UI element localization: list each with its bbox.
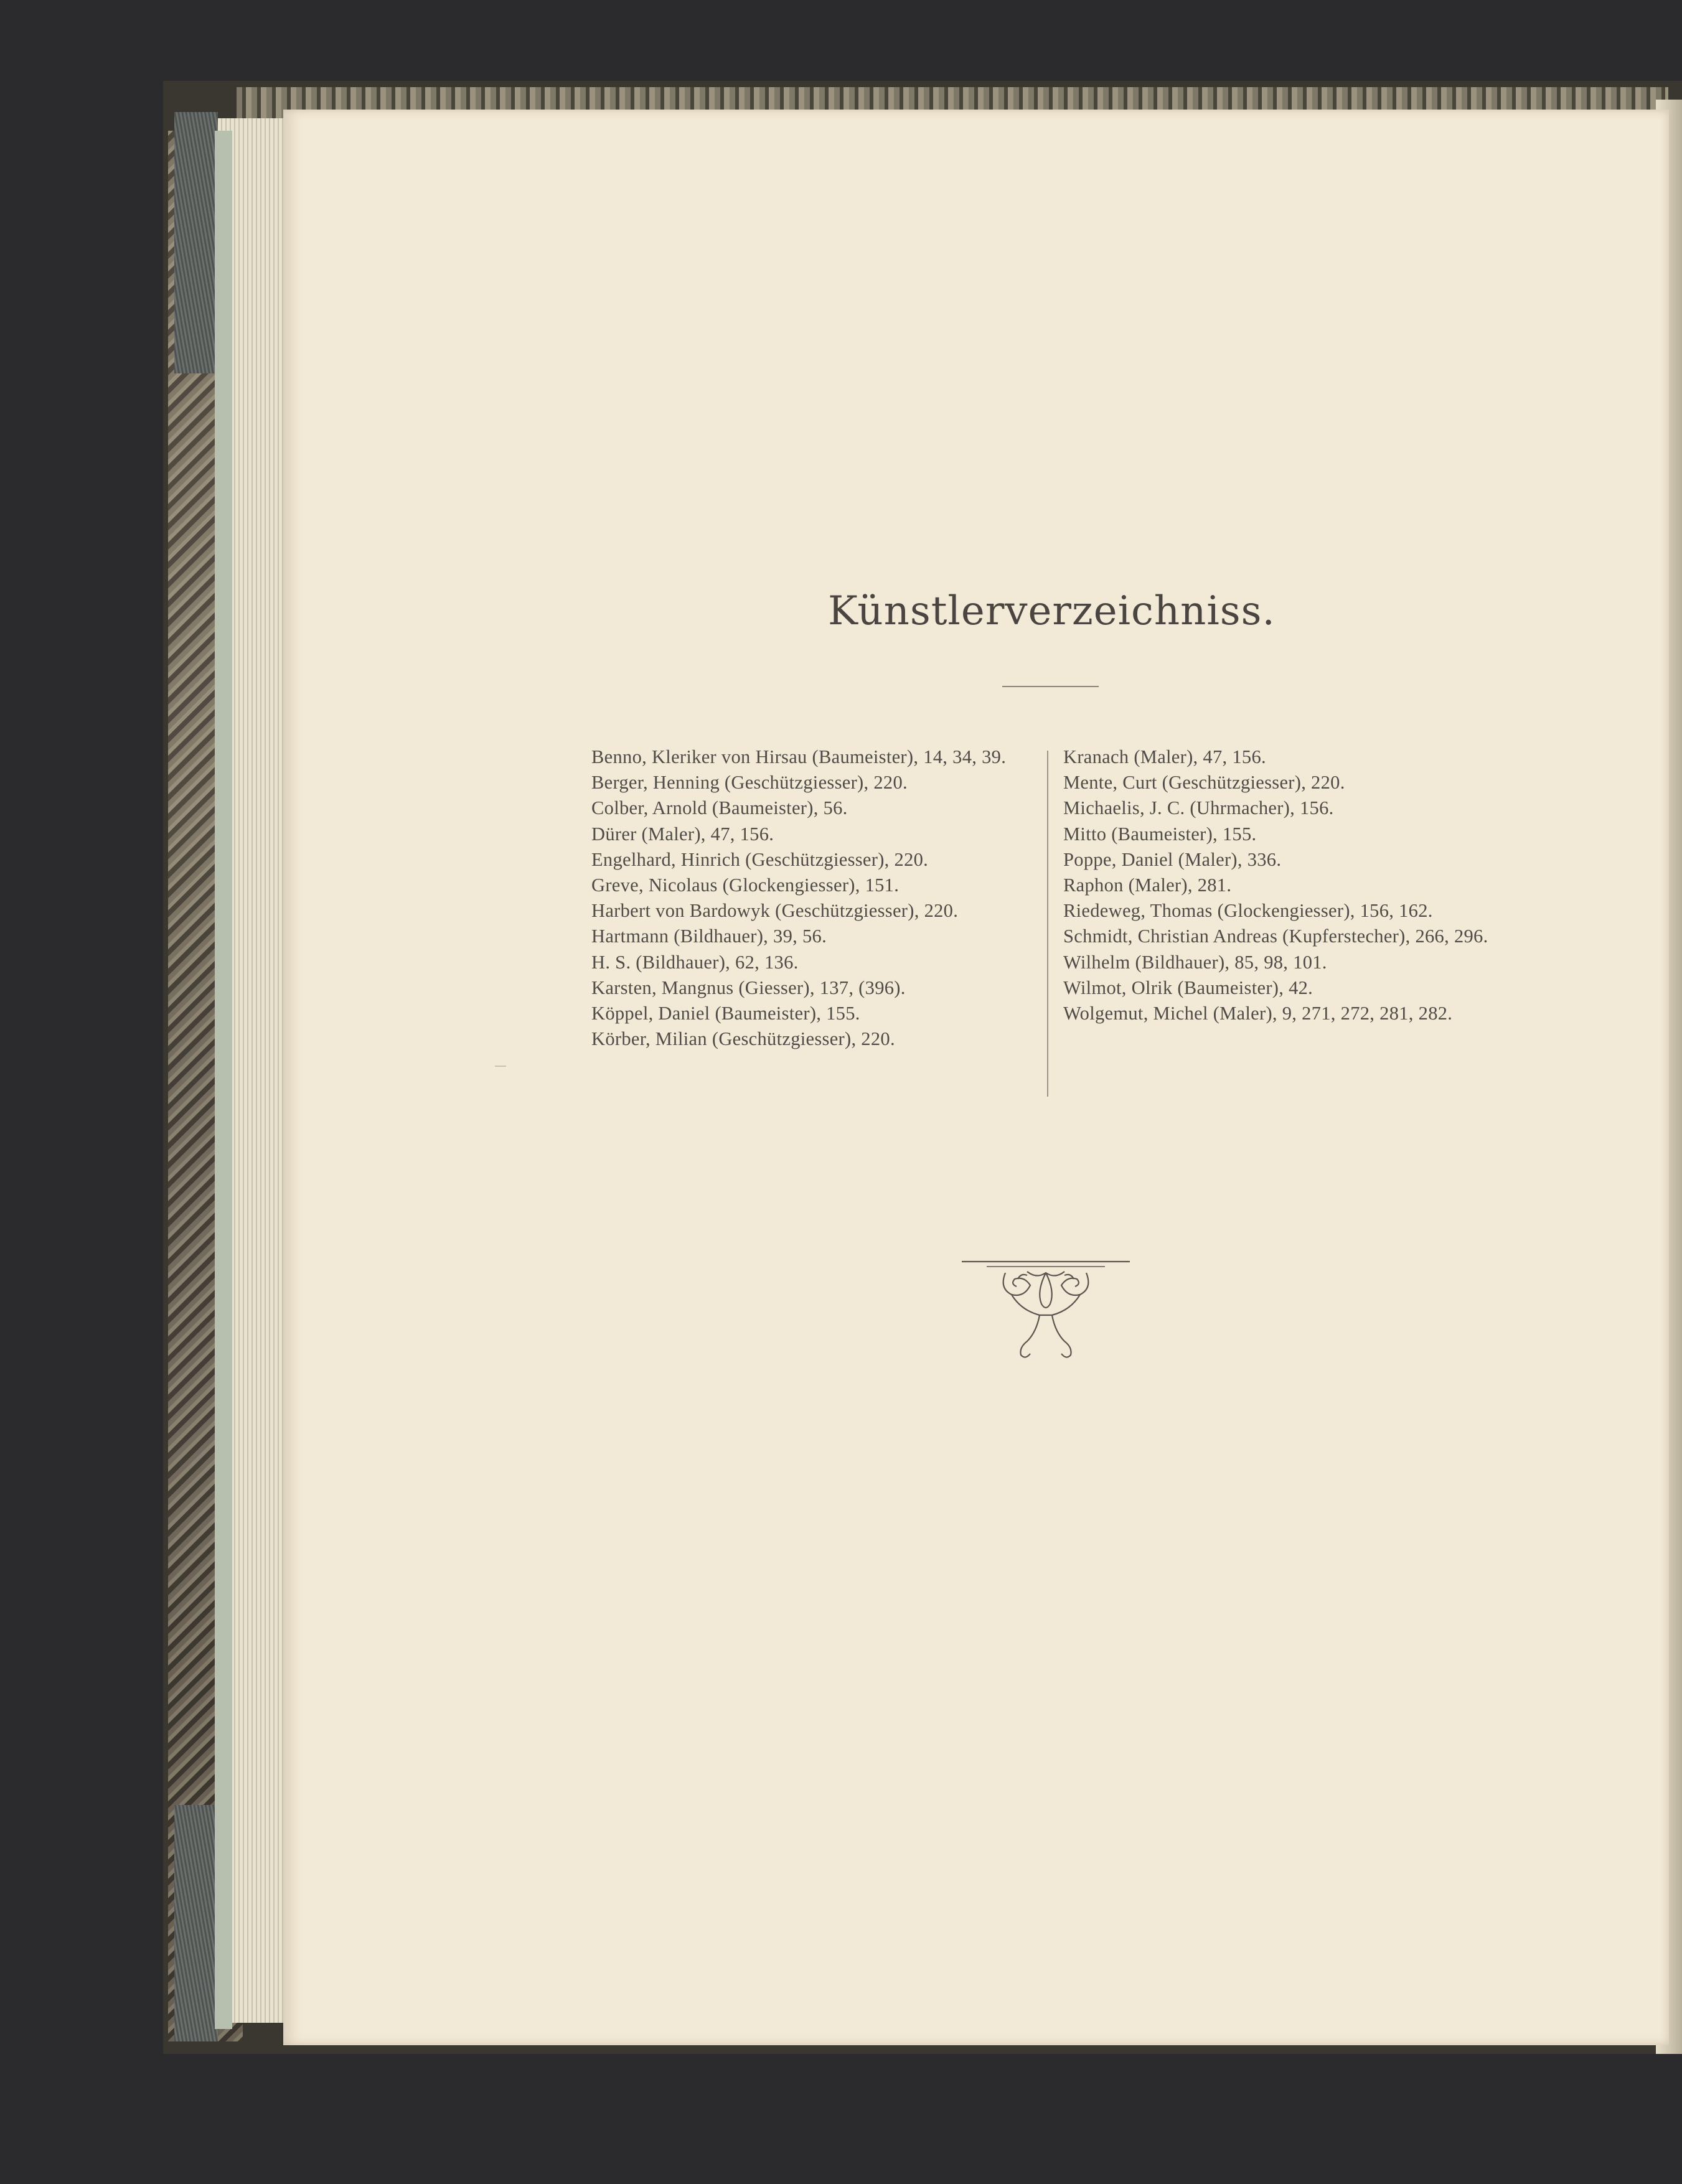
page-sheet xyxy=(283,110,1669,2045)
index-column-right xyxy=(1063,744,1518,1026)
index-entry: Karsten, Mangnus (Giesser), 137, (396). xyxy=(591,977,906,998)
index-entry: Benno, Kleriker von Hirsau (Baumeister), 14, 34, 39. xyxy=(591,746,1007,767)
index-entry: Raphon (Maler), 281. xyxy=(1063,874,1232,896)
index-entry: Wolgemut, Michel (Maler), 9, 271, 272, 281, 282. xyxy=(1063,1003,1453,1024)
index-entry: Körber, Milian (Geschützgiesser), 220. xyxy=(591,1028,895,1050)
index-entry: Engelhard, Hinrich (Geschützgiesser), 220. xyxy=(591,848,929,870)
index-entry: Berger, Henning (Geschützgiesser), 220. xyxy=(591,772,908,794)
index-entry: Schmidt, Christian Andreas (Kupferstecher), 266, 296. xyxy=(1063,926,1488,947)
page-edge-tint xyxy=(215,131,232,2029)
spine-cloth-bottom xyxy=(174,1805,218,2041)
index-entry: Harbert von Bardowyk (Geschützgiesser), 220. xyxy=(591,900,959,922)
index-entry: Wilmot, Olrik (Baumeister), 42. xyxy=(1063,977,1313,998)
index-entry: Poppe, Daniel (Maler), 336. xyxy=(1063,848,1282,870)
margin-mark xyxy=(495,1066,506,1073)
index-entry: Riedeweg, Thomas (Glockengiesser), 156, 162. xyxy=(1063,900,1433,922)
page-title: Künstlerverzeichniss. xyxy=(828,588,1276,634)
fleuron-ornament-icon xyxy=(962,1254,1130,1366)
index-entry: Michaelis, J. C. (Uhrmacher), 156. xyxy=(1063,797,1334,819)
index-entry: Colber, Arnold (Baumeister), 56. xyxy=(591,797,848,819)
index-entry: Mente, Curt (Geschützgiesser), 220. xyxy=(1063,772,1345,794)
index-entry: Kranach (Maler), 47, 156. xyxy=(1063,746,1266,767)
index-entry: Wilhelm (Bildhauer), 85, 98, 101. xyxy=(1063,951,1327,973)
index-entry: Dürer (Maler), 47, 156. xyxy=(591,823,774,845)
column-divider xyxy=(1047,751,1048,1097)
spine-cloth-top xyxy=(174,112,218,373)
index-entry: Köppel, Daniel (Baumeister), 155. xyxy=(591,1003,860,1024)
title-rule xyxy=(1002,686,1099,687)
index-column-left xyxy=(591,744,1030,1052)
index-entry: H. S. (Bildhauer), 62, 136. xyxy=(591,951,799,973)
index-entry: Hartmann (Bildhauer), 39, 56. xyxy=(591,926,827,947)
index-entry: Greve, Nicolaus (Glockengiesser), 151. xyxy=(591,874,900,896)
index-entry: Mitto (Baumeister), 155. xyxy=(1063,823,1257,845)
